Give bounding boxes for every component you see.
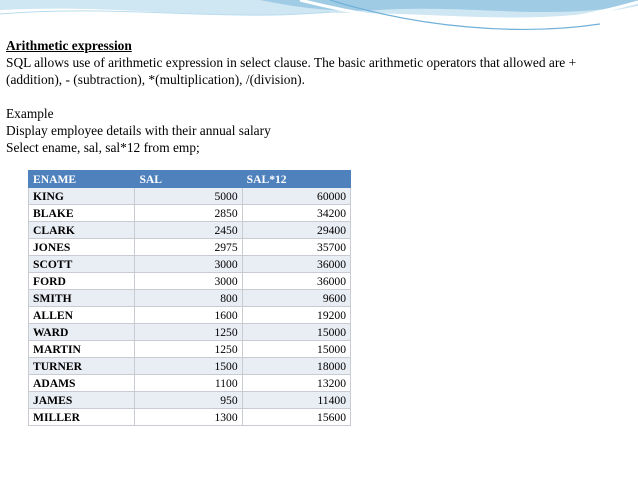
cell-sal: 2450 bbox=[135, 222, 242, 239]
slide-body bbox=[6, 37, 632, 156]
cell-ename: WARD bbox=[29, 324, 135, 341]
example-label: Example bbox=[6, 106, 54, 121]
cell-annual-sal: 36000 bbox=[242, 273, 350, 290]
intro-paragraph: SQL allows use of arithmetic expression in select clause. The basic arithmetic operators that allowed are +(addition), - (subtraction), *(multiplication), /(division). bbox=[6, 55, 577, 87]
table-row bbox=[29, 188, 351, 205]
decorative-wave-banner bbox=[0, 0, 638, 40]
cell-ename: JAMES bbox=[29, 392, 135, 409]
table-row bbox=[29, 307, 351, 324]
salary-table bbox=[28, 170, 351, 426]
cell-annual-sal: 34200 bbox=[242, 205, 350, 222]
table-row bbox=[29, 358, 351, 375]
cell-ename: BLAKE bbox=[29, 205, 135, 222]
cell-annual-sal: 18000 bbox=[242, 358, 350, 375]
cell-ename: MILLER bbox=[29, 409, 135, 426]
cell-annual-sal: 13200 bbox=[242, 375, 350, 392]
table-row bbox=[29, 256, 351, 273]
table-row bbox=[29, 392, 351, 409]
cell-annual-sal: 15000 bbox=[242, 324, 350, 341]
cell-annual-sal: 36000 bbox=[242, 256, 350, 273]
cell-sal: 1250 bbox=[135, 341, 242, 358]
cell-ename: ADAMS bbox=[29, 375, 135, 392]
header-ename: ENAME bbox=[29, 171, 135, 188]
cell-ename: CLARK bbox=[29, 222, 135, 239]
cell-sal: 2975 bbox=[135, 239, 242, 256]
table-row bbox=[29, 205, 351, 222]
table-header-row bbox=[29, 171, 351, 188]
cell-annual-sal: 35700 bbox=[242, 239, 350, 256]
table-row bbox=[29, 273, 351, 290]
cell-ename: SMITH bbox=[29, 290, 135, 307]
cell-annual-sal: 29400 bbox=[242, 222, 350, 239]
cell-sal: 1500 bbox=[135, 358, 242, 375]
example-description: Display employee details with their annual salary bbox=[6, 123, 271, 138]
cell-annual-sal: 60000 bbox=[242, 188, 350, 205]
table-row bbox=[29, 290, 351, 307]
cell-ename: KING bbox=[29, 188, 135, 205]
sql-query: Select ename, sal, sal*12 from emp; bbox=[6, 140, 200, 155]
cell-annual-sal: 15000 bbox=[242, 341, 350, 358]
cell-sal: 1250 bbox=[135, 324, 242, 341]
cell-sal: 1600 bbox=[135, 307, 242, 324]
cell-annual-sal: 15600 bbox=[242, 409, 350, 426]
cell-sal: 1300 bbox=[135, 409, 242, 426]
cell-ename: MARTIN bbox=[29, 341, 135, 358]
cell-ename: FORD bbox=[29, 273, 135, 290]
cell-annual-sal: 19200 bbox=[242, 307, 350, 324]
header-sal: SAL bbox=[135, 171, 242, 188]
cell-ename: SCOTT bbox=[29, 256, 135, 273]
table-row bbox=[29, 324, 351, 341]
cell-ename: JONES bbox=[29, 239, 135, 256]
cell-sal: 3000 bbox=[135, 273, 242, 290]
cell-sal: 3000 bbox=[135, 256, 242, 273]
cell-sal: 5000 bbox=[135, 188, 242, 205]
cell-sal: 800 bbox=[135, 290, 242, 307]
section-heading: Arithmetic expression bbox=[6, 38, 132, 53]
cell-annual-sal: 9600 bbox=[242, 290, 350, 307]
header-annual-sal: SAL*12 bbox=[242, 171, 350, 188]
table-row bbox=[29, 409, 351, 426]
cell-sal: 950 bbox=[135, 392, 242, 409]
cell-ename: TURNER bbox=[29, 358, 135, 375]
cell-sal: 2850 bbox=[135, 205, 242, 222]
table-row bbox=[29, 239, 351, 256]
table-row bbox=[29, 341, 351, 358]
cell-sal: 1100 bbox=[135, 375, 242, 392]
table-row bbox=[29, 222, 351, 239]
table-row bbox=[29, 375, 351, 392]
cell-ename: ALLEN bbox=[29, 307, 135, 324]
cell-annual-sal: 11400 bbox=[242, 392, 350, 409]
